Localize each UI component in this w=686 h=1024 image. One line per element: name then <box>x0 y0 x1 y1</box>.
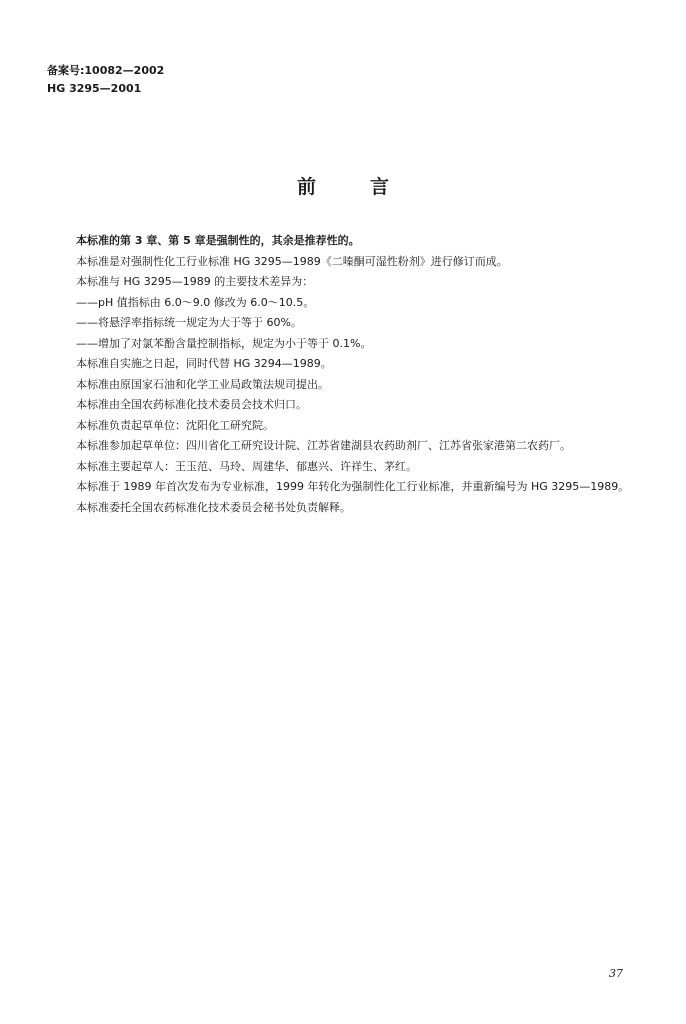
paragraph: 本标准的第 3 章、第 5 章是强制性的，其余是推荐性的。 <box>76 234 360 247</box>
title-char-1: 前 <box>296 176 316 198</box>
paragraph: 本标准参加起草单位：四川省化工研究设计院、江苏省建湖县农药助剂厂、江苏省张家港第二农药厂。 <box>76 439 571 452</box>
paragraph: 本标准主要起草人：王玉范、马玲、周建华、郁惠兴、许祥生、茅红。 <box>76 459 417 473</box>
paragraph: 本标准由全国农药标准化技术委员会技术归口。 <box>76 398 307 411</box>
paragraph: 本标准由原国家石油和化学工业局政策法规司提出。 <box>76 377 329 391</box>
title-char-2: 言 <box>370 176 390 198</box>
paragraph: ——将悬浮率指标统一规定为大于等于 60%。 <box>76 316 302 329</box>
paragraph: 本标准委托全国农药标准化技术委员会秘书处负责解释。 <box>76 500 351 514</box>
document-header <box>47 62 164 98</box>
paragraph: 本标准于 1989 年首次发布为专业标准，1999 年转化为强制性化工行业标准，并重新编号为 HG 3295—1989。 <box>76 480 630 493</box>
paragraph: 本标准与 HG 3295—1989 的主要技术差异为： <box>76 275 314 288</box>
paragraph: ——增加了对氯苯酚含量控制指标，规定为小于等于 0.1%。 <box>76 336 372 350</box>
foreword-body <box>46 231 634 518</box>
paragraph: ——pH 值指标由 6.0～9.0 修改为 6.0～10.5。 <box>76 295 315 309</box>
page-title <box>0 172 686 199</box>
standard-code: HG 3295—2001 <box>47 82 142 95</box>
paragraph: 本标准自实施之日起，同时代替 HG 3294—1989。 <box>76 357 332 370</box>
paragraph: 本标准负责起草单位：沈阳化工研究院。 <box>76 418 274 432</box>
page-number: 37 <box>609 967 623 980</box>
filing-number: 备案号:10082—2002 <box>47 64 165 77</box>
paragraph: 本标准是对强制性化工行业标准 HG 3295—1989《二嗪酮可湿性粉剂》进行修订而成。 <box>76 254 508 268</box>
